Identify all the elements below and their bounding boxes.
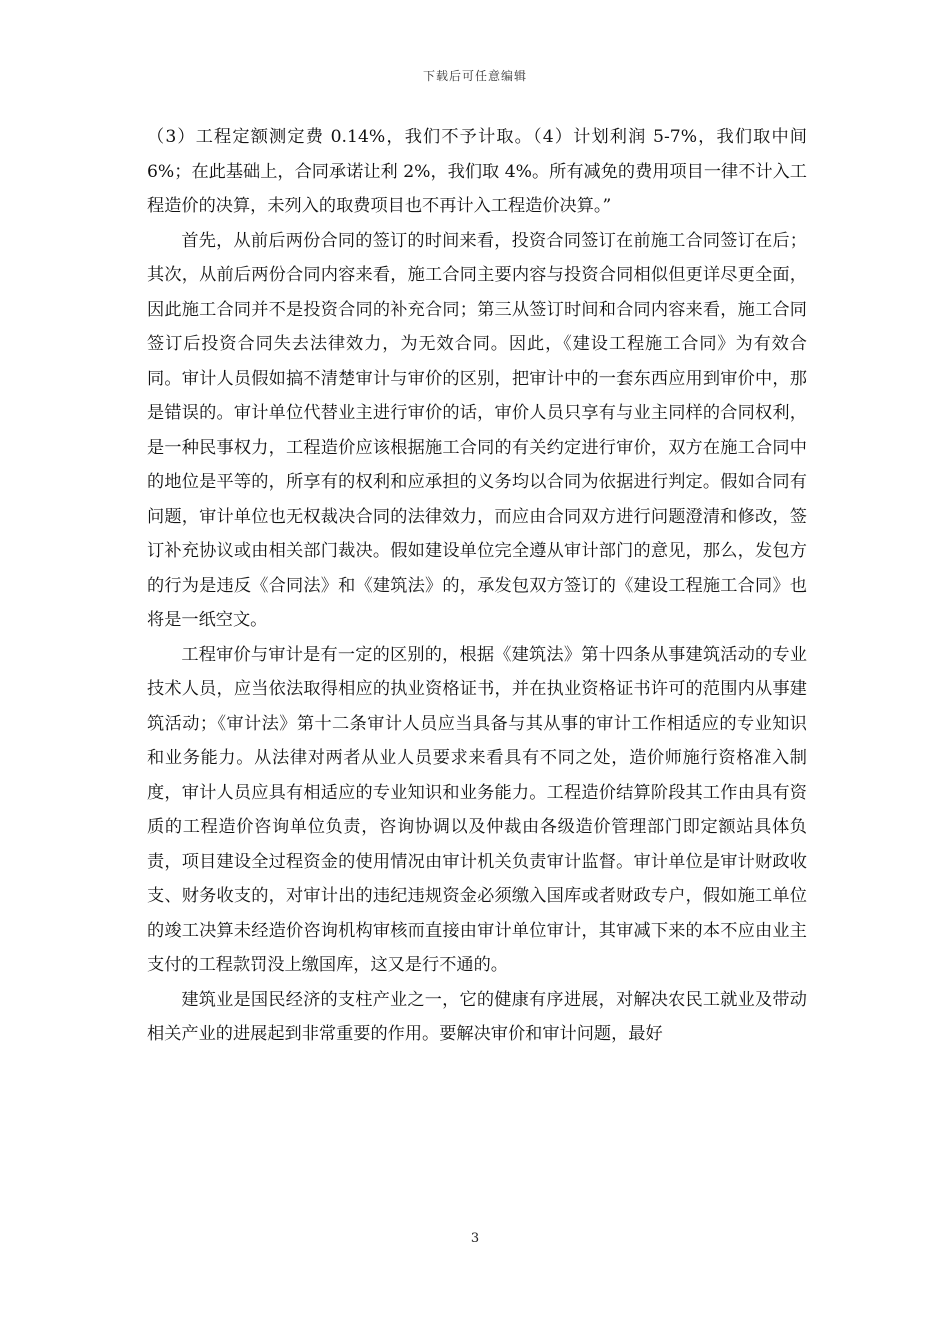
- paragraph-4: 建筑业是国民经济的支柱产业之一，它的健康有序进展，对解决农民工就业及带动相关产业的进展起到非常重要的作用。要解决审价和审计问题，最好: [147, 989, 807, 1044]
- paragraph-3: 工程审价与审计是有一定的区别的，根据《建筑法》第十四条从事建筑活动的专业技术人员，应当依法取得相应的执业资格证书，并在执业资格证书许可的范围内从事建筑活动；《审计法》第十二条审计人员应当具备与其从事的审计工作相适应的专业知识和业务能力。从法律对两者从业人员要求来看具有不同之处，造价师施行资格准入制度，审计人员应具有相适应的专业知识和业务能力。工程造价结算阶段其工作由具有资质的工程造价咨询单位负责，咨询协调以及仲裁由各级造价管理部门即定额站具体负责，项目建设全过程资金的使用情况由审计机关负责审计监督。审计单位是审计财政收支、财务收支的，对审计出的违纪违规资金必须缴入国库或者财政专户，假如施工单位的竣工决算未经造价咨询机构审核而直接由审计单位审计，其审减下来的本不应由业主支付的工程款罚没上缴国库，这又是行不通的。: [147, 644, 807, 975]
- paragraph-1: （3）工程定额测定费 0.14%，我们不予计取。（4）计划利润 5-7%，我们取中间 6%；在此基础上，合同承诺让利 2%，我们取 4%。所有减免的费用项目一律不计入工程造价的决算，未列入的取费项目也不再计入工程造价决算。”: [147, 127, 807, 216]
- page-header: 下载后可任意编辑: [422, 69, 527, 83]
- document-body: [147, 120, 807, 1052]
- page-number: 3: [470, 1231, 480, 1246]
- paragraph-2: 首先，从前后两份合同的签订的时间来看，投资合同签订在前施工合同签订在后；其次，从前后两份合同内容来看，施工合同主要内容与投资合同相似但更详尽更全面，因此施工合同并不是投资合同的补充合同；第三从签订时间和合同内容来看，施工合同签订后投资合同失去法律效力，为无效合同。因此，《建设工程施工合同》为有效合同。审计人员假如搞不清楚审计与审价的区别，把审计中的一套东西应用到审价中，那是错误的。审计单位代替业主进行审价的话，审价人员只享有与业主同样的合同权利，是一种民事权力，工程造价应该根据施工合同的有关约定进行审价，双方在施工合同中的地位是平等的，所享有的权利和应承担的义务均以合同为依据进行判定。假如合同有问题，审计单位也无权裁决合同的法律效力，而应由合同双方进行问题澄清和修改，签订补充协议或由相关部门裁决。假如建设单位完全遵从审计部门的意见，那么，发包方的行为是违反《合同法》和《建筑法》的，承发包双方签订的《建设工程施工合同》也将是一纸空文。: [147, 230, 807, 630]
